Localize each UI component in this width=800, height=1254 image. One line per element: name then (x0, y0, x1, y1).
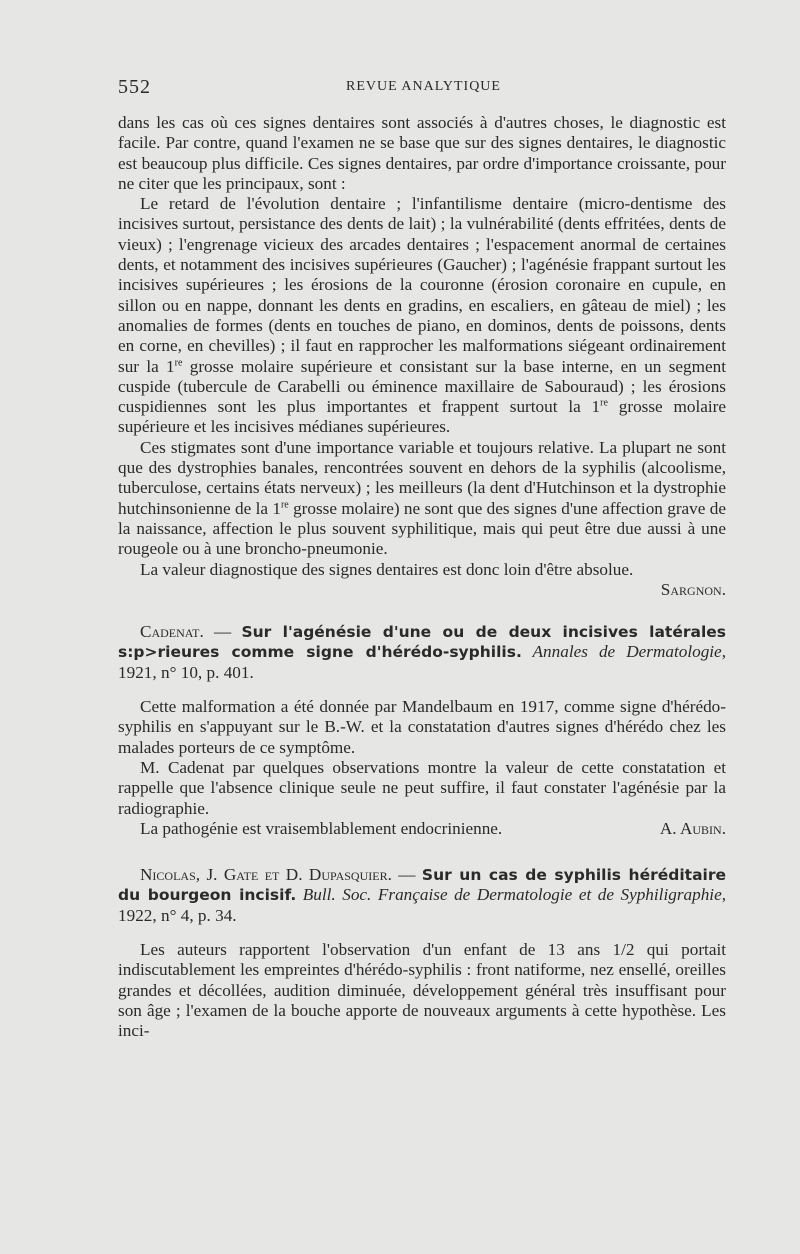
page-header (118, 76, 726, 100)
review1-paragraph-4: La valeur diagnostique des signes dentaires est donc loin d'être absolue. (140, 559, 634, 579)
review1-paragraph-2: Le retard de l'évolution dentaire ; l'infantilisme dentaire (micro-dentisme des incisives surtout, persistance des dents de lait) ; la vulnérabilité (dents effritées, dents de vieux) ; l'engrenage vicieux des arcades dentaires ; l'espacement anormal de certaines dents, et notamment des incisives supérieures (Gaucher) ; l'agénésie frappant surtout les incisives supérieures ; les érosions de la couronne (érosion coronaire en cupule, en sillon ou en nappe, donnant les dents en gradins, en escaliers, en gâteau de miel) ; les anomalies de formes (dents en touches de piano, en dominos, dents de poissons, dents en corne, en chevilles) ; il faut en rapprocher les malformations siégeant ordinairement sur la 1re grosse molaire supérieure et consistant sur la base interne, en un segment cuspide (tubercule de Carabelli ou éminence maxillaire de Sabouraud) ; les érosions cuspidiennes sont les plus importantes et frappent surtout la 1re grosse molaire supérieure et les incisives médianes supérieures. (118, 194, 726, 437)
review2-paragraph-1: Cette malformation a été donnée par Mandelbaum en 1917, comme signe d'hérédo-syphilis en s'appuyant sur le B.-W. et la constatation d'autres signes d'hérédo chez les malades porteurs de ce symptôme. (118, 697, 726, 757)
review2-journal: Annales de Dermatologie (521, 642, 722, 662)
review2-paragraph-2: M. Cadenat par quelques observations montre la valeur de cette constatation et rappelle que l'absence clinique seule ne peut suffire, il faut constater l'agénésie par la radiographie. (118, 757, 726, 818)
page-body (118, 113, 726, 1041)
review2-paragraph-3: La pathogénie est vraisemblablement endocrinienne. A. Aubin. (140, 818, 726, 838)
review1-paragraph-3: Ces stigmates sont d'une importance variable et toujours relative. La plupart ne sont que des dystrophies banales, rencontrées souvent en dehors de la syphilis (alcoolisme, tuberculose, certains états nerveux) ; les meilleurs (la dent d'Hutchinson et la dystrophie hutchinsonienne de la 1re grosse molaire) ne sont que des signes d'une affection grave de la naissance, affection le plus souvent syphilitique, mais qui peut être due aussi à une rougeole ou à une broncho-pneumonie. (118, 437, 726, 559)
review1-paragraph-1: dans les cas où ces signes dentaires sont associés à d'autres choses, le diagnostic est facile. Par contre, quand l'examen ne se base que sur des signes dentaires, le diagnostic est beaucoup plus difficile. Ces signes dentaires, par ordre d'importance croissante, pour ne citer que les principaux, sont : (118, 113, 726, 193)
review3-authors: Nicolas, J. Gate et D. Dupasquier. (140, 865, 392, 885)
review3-paragraph-1: Les auteurs rapportent l'observation d'un enfant de 13 ans 1/2 qui portait indiscutablement les empreintes d'hérédo-syphilis : front natiforme, nez ensellé, oreilles grandes et décollées, audition diminuée, développement général très insuffisant pour son âge ; l'examen de la bouche apporte de nouveaux arguments à cette hypothèse. Les inci- (118, 939, 726, 1041)
review1-signature: Sargnon. (660, 579, 726, 599)
running-head: REVUE ANALYTIQUE (346, 79, 501, 94)
review2-citation: Cadenat. — Sur l'agénésie d'une ou de deux incisives latérales s:p>rieures comme signe d'hérédo-syphilis. Annales de Dermatologie, 1921, n° 10, p. 401. (118, 622, 727, 682)
review3-citation: Nicolas, J. Gate et D. Dupasquier. — Sur un cas de syphilis héréditaire du bourgeon incisif. Bull. Soc. Française de Dermatologie et de Syphiligraphie, 1922, n° 4, p. 34. (118, 865, 727, 925)
review3-journal: Bull. Soc. Française de Dermatologie et de Syphiligraphie (296, 885, 722, 905)
review2-signature: A. Aubin. (659, 818, 726, 838)
review3-title: Sur un cas de syphilis héréditaire du bourgeon incisif. (118, 866, 727, 905)
review2-author: Cadenat. (140, 622, 204, 642)
review2-title: Sur l'agénésie d'une ou de deux incisives latérales s:p>rieures comme signe d'hérédo-syphilis. (118, 623, 727, 662)
page-number: 552 (118, 76, 151, 98)
